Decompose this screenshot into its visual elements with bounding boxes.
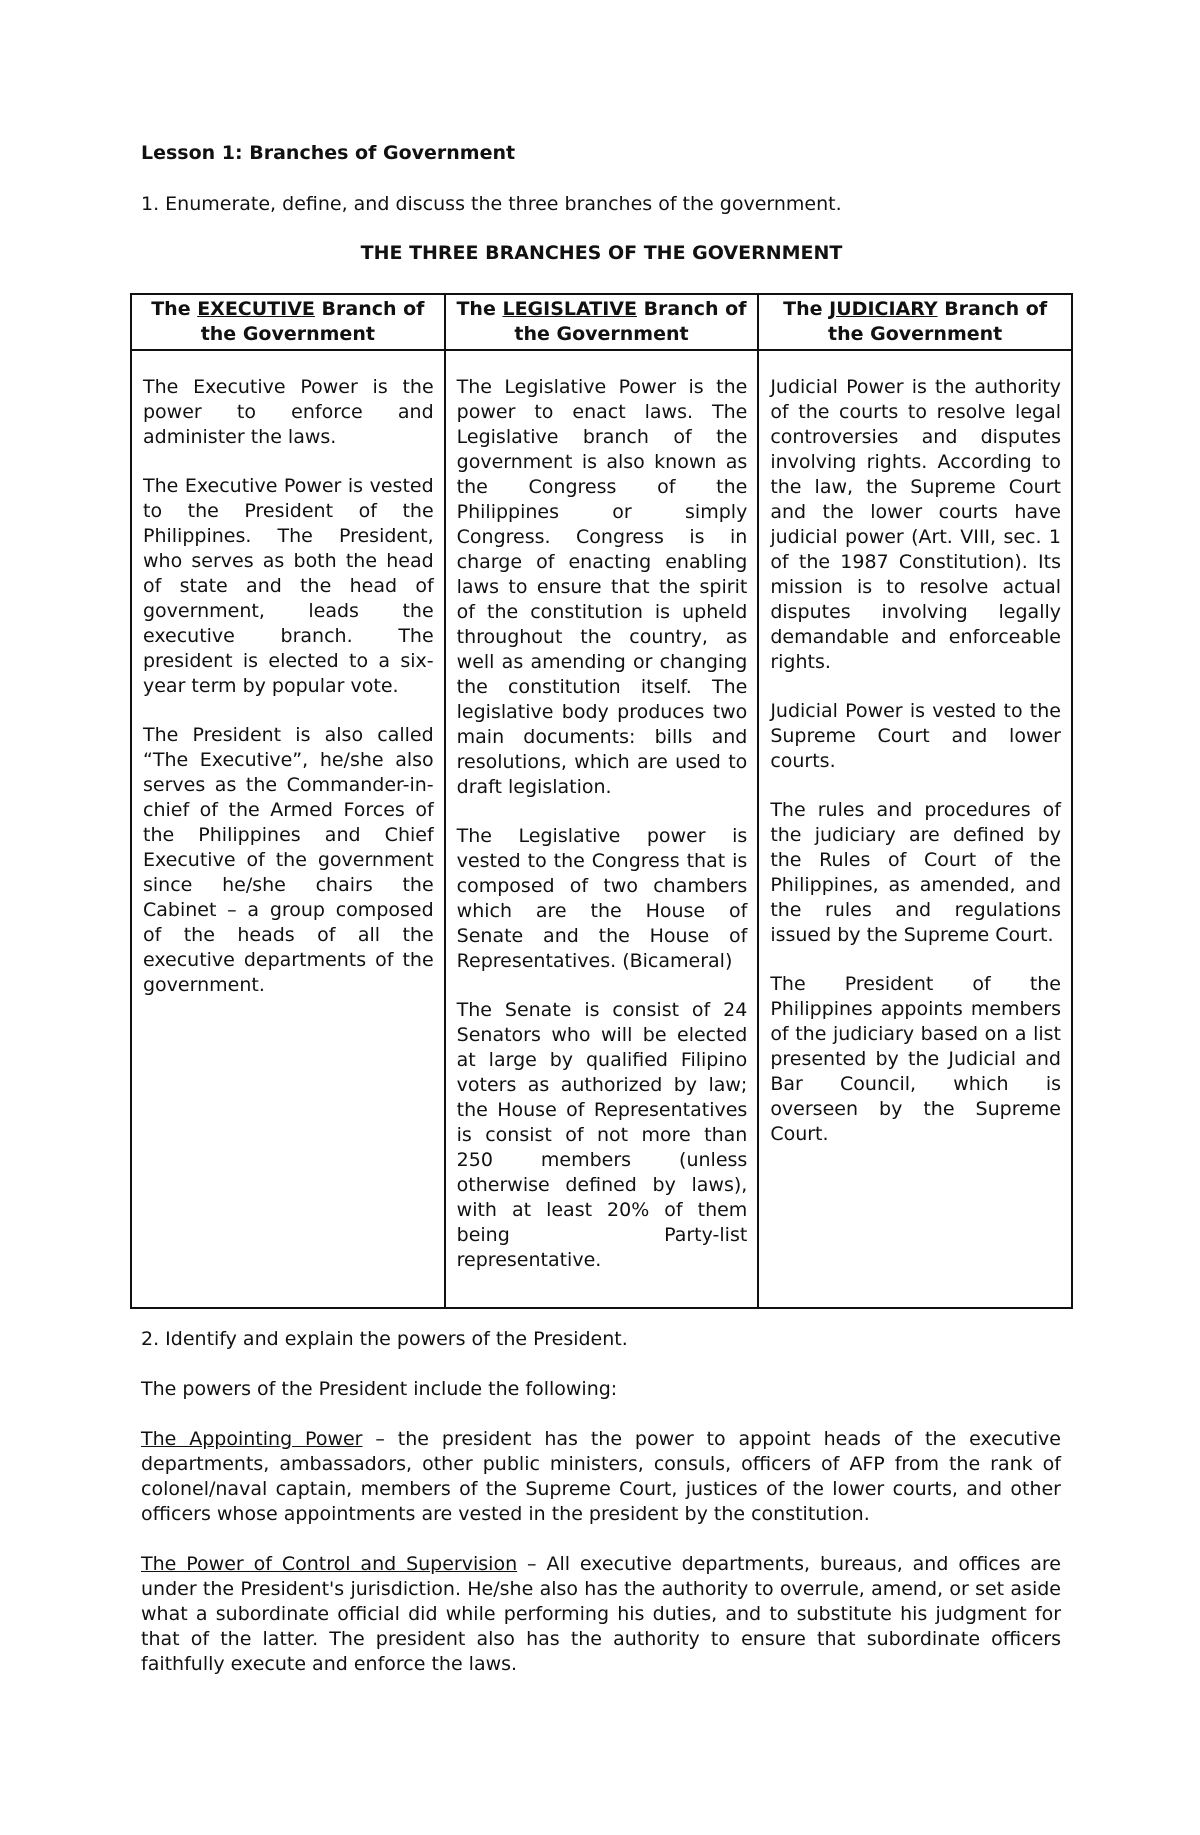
judiciary-paragraph: The rules and procedures of the judiciary are defined by the Rules of Court of the Philippines, as amended, and the rules and regulations issued by the Supreme Court. xyxy=(770,799,1061,946)
power-appointing xyxy=(141,1427,1061,1527)
power-title: The Appointing Power xyxy=(141,1428,363,1450)
powers-intro: The powers of the President include the following: xyxy=(141,1378,618,1400)
legislative-paragraph: The Senate is consist of 24 Senators who will be elected at large by qualified Filipino voters as authorized by law; the House of Representatives is consist of not more than 250 members (unless otherwise defined by laws), with at least 20% of them being Party-list representative. xyxy=(456,999,748,1271)
power-title: The Power of Control and Supervision xyxy=(141,1553,518,1575)
header-judiciary-keyword: JUDICIARY xyxy=(829,298,938,320)
legislative-paragraph: The Legislative power is vested to the Congress that is composed of two chambers which are the House of Senate and the House of Representatives. (Bicameral) xyxy=(456,825,748,972)
header-executive: The EXECUTIVE Branch of the Government xyxy=(131,294,445,350)
judiciary-paragraph: Judicial Power is vested to the Supreme Court and lower courts. xyxy=(770,700,1061,772)
branches-table xyxy=(130,293,1073,1309)
legislative-paragraph: The Legislative Power is the power to enact laws. The Legislative branch of the government is also known as the Congress of the Philippines or simply Congress. Congress is in charge of enacting enabling laws to ensure that the spirit of the constitution is upheld throughout the country, as well as amending or changing the constitution itself. The legislative body produces two main documents: bills and resolutions, which are used to draft legislation. xyxy=(456,376,748,798)
header-executive-keyword: EXECUTIVE xyxy=(197,298,315,320)
judiciary-paragraph: Judicial Power is the authority of the courts to resolve legal controversies and disputes involving rights. According to the law, the Supreme Court and the lower courts have judicial power (Art. VIII, sec. 1 of the 1987 Constitution). Its mission is to resolve actual disputes involving legally demandable and enforceable rights. xyxy=(770,376,1061,673)
executive-paragraph: The Executive Power is the power to enforce and administer the laws. xyxy=(143,376,434,448)
judiciary-cell xyxy=(758,350,1072,1308)
legislative-cell xyxy=(445,350,759,1308)
table-header-row xyxy=(131,294,1072,350)
executive-paragraph: The President is also called “The Executive”, he/she also serves as the Commander-in-chief of the Armed Forces of the Philippines and Chief Executive of the government since he/she chairs the Cabinet – a group composed of the heads of all the executive departments of the government. xyxy=(143,724,434,996)
executive-cell xyxy=(131,350,445,1308)
power-control-supervision xyxy=(141,1552,1061,1677)
executive-paragraph: The Executive Power is vested to the President of the Philippines. The President, who serves as both the head of state and the head of government, leads the executive branch. The president is elected to a six-year term by popular vote. xyxy=(143,475,434,697)
header-judiciary: The JUDICIARY Branch of the Government xyxy=(758,294,1072,350)
power-description: – the president has the power to appoint heads of the executive departments, ambassadors, other public ministers, consuls, officers of AFP from the rank of colonel/naval captain, members of the Supreme Court, justices of the lower courts, and other officers whose appointments are vested in the president by the constitution. xyxy=(141,1428,1061,1525)
table-body-row xyxy=(131,350,1072,1308)
question-1: 1. Enumerate, define, and discuss the three branches of the government. xyxy=(141,193,842,215)
lesson-title: Lesson 1: Branches of Government xyxy=(141,142,516,164)
power-description: – All executive departments, bureaus, and offices are under the President's jurisdiction. He/she also has the authority to overrule, amend, or set aside what a subordinate official did while performing his duties, and to substitute his judgment for that of the latter. The president also has the authority to ensure that subordinate officers faithfully execute and enforce the laws. xyxy=(141,1553,1061,1675)
judiciary-paragraph: The President of the Philippines appoints members of the judiciary based on a list presented by the Judicial and Bar Council, which is overseen by the Supreme Court. xyxy=(770,973,1061,1145)
header-legislative: The LEGISLATIVE Branch of the Government xyxy=(445,294,759,350)
header-legislative-keyword: LEGISLATIVE xyxy=(502,298,637,320)
table-title: THE THREE BRANCHES OF THE GOVERNMENT xyxy=(360,242,843,264)
question-2: 2. Identify and explain the powers of the President. xyxy=(141,1328,628,1350)
